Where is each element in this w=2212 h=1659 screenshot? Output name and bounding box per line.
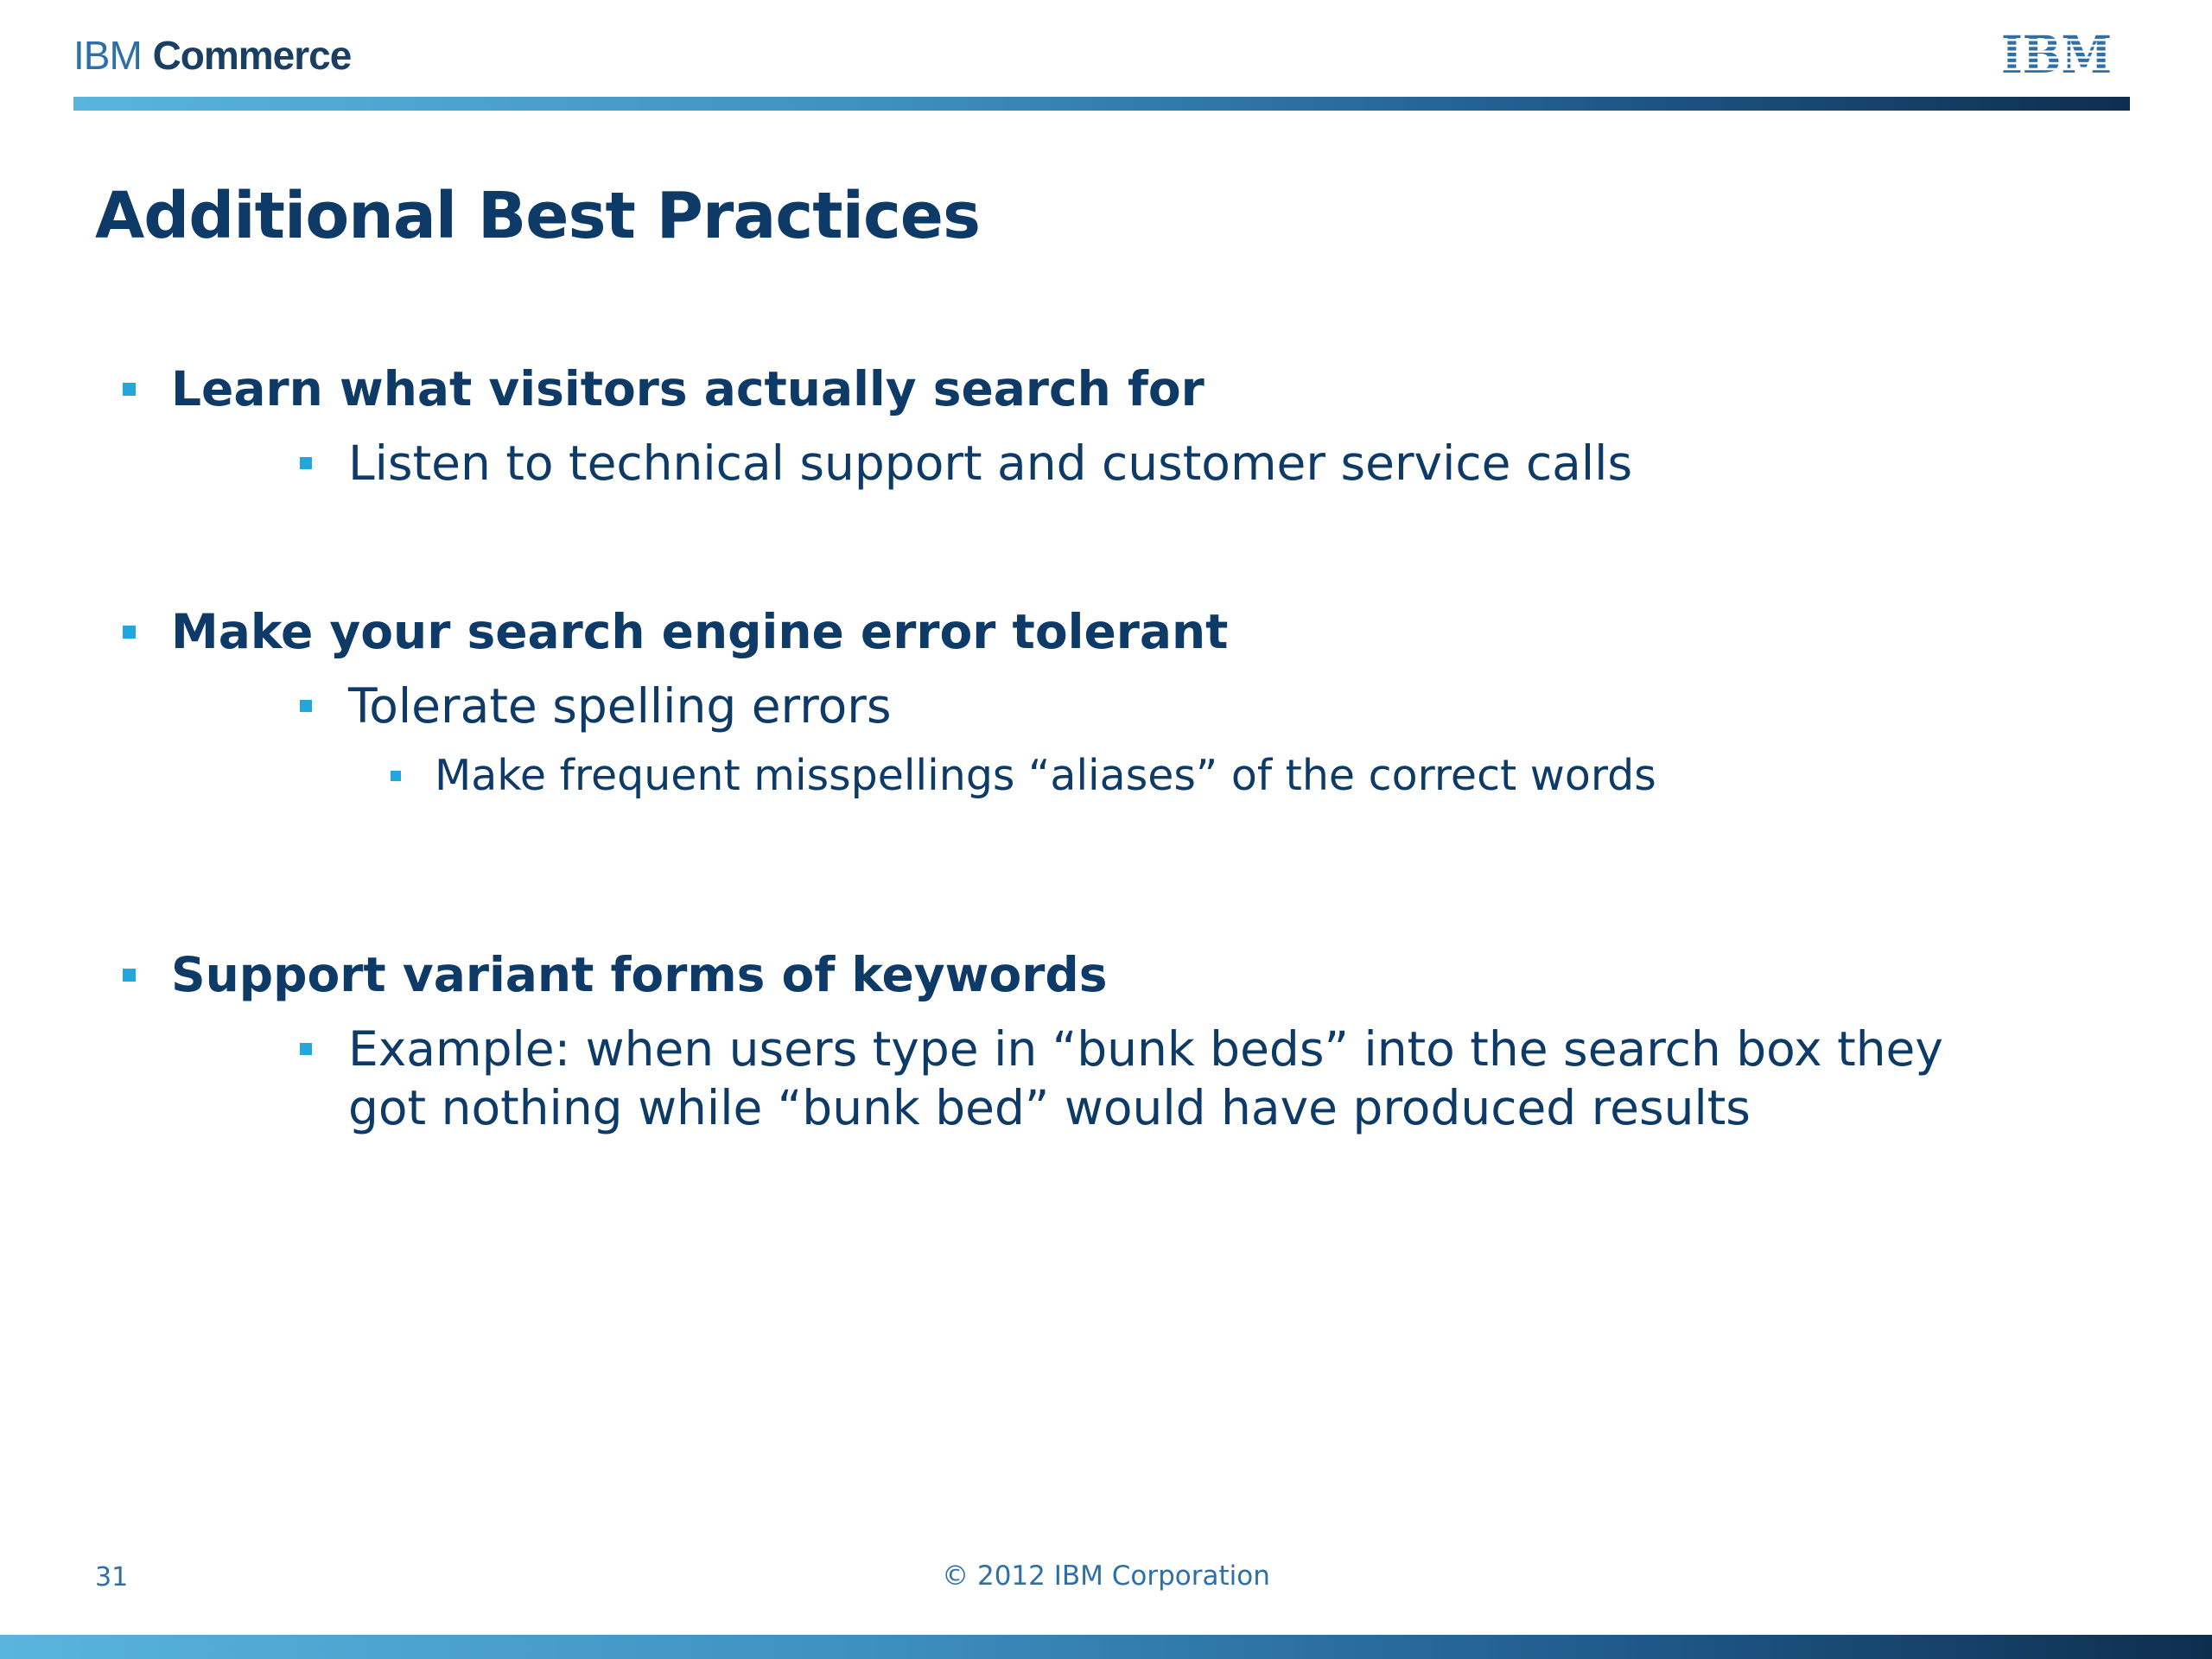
bullet-text: Learn what visitors actually search for: [171, 361, 1205, 416]
sub-bullet-spelling-errors: [300, 677, 892, 735]
brand-ibm-text: IBM: [73, 33, 142, 78]
bullet-text: Support variant forms of keywords: [171, 947, 1108, 1002]
page-number: 31: [95, 1562, 129, 1592]
bullet-square-icon: [300, 700, 312, 712]
bullet-error-tolerant: [123, 601, 1228, 662]
sub-bullet-bunk-beds-example: [300, 1020, 2033, 1137]
bullet-variant-forms: [123, 944, 1107, 1005]
copyright-notice: © 2012 IBM Corporation: [942, 1560, 1270, 1592]
bullet-text: Make your search engine error tolerant: [171, 604, 1229, 659]
page-title: Additional Best Practices: [95, 179, 981, 253]
bullet-text: Tolerate spelling errors: [348, 678, 892, 734]
bullet-square-icon: [123, 383, 136, 396]
header-gradient-bar: [73, 97, 2130, 111]
bullet-learn-visitors: [123, 359, 1205, 419]
ibm-logo-icon: [2000, 25, 2113, 86]
ibm-logo-text: IBM: [2001, 25, 2112, 86]
sub-sub-bullet-aliases: [391, 749, 1656, 803]
bullet-square-icon: [300, 1043, 312, 1055]
bullet-text: Make frequent misspellings “aliases” of the correct words: [435, 751, 1656, 800]
brand-wordmark: [73, 31, 351, 79]
bullet-square-icon: [123, 626, 136, 639]
bullet-text: Example: when users type in “bunk beds” into the search box they got nothing while “bunk bed” would have produced results: [348, 1021, 1943, 1135]
footer-gradient-bar: [0, 1635, 2212, 1659]
bullet-square-icon: [123, 969, 136, 982]
sub-bullet-listen-calls: [300, 434, 1632, 493]
bullet-square-icon: [391, 771, 401, 781]
brand-commerce-text: Commerce: [152, 33, 352, 78]
bullet-text: Listen to technical support and customer service calls: [348, 435, 1633, 491]
bullet-square-icon: [300, 457, 312, 469]
